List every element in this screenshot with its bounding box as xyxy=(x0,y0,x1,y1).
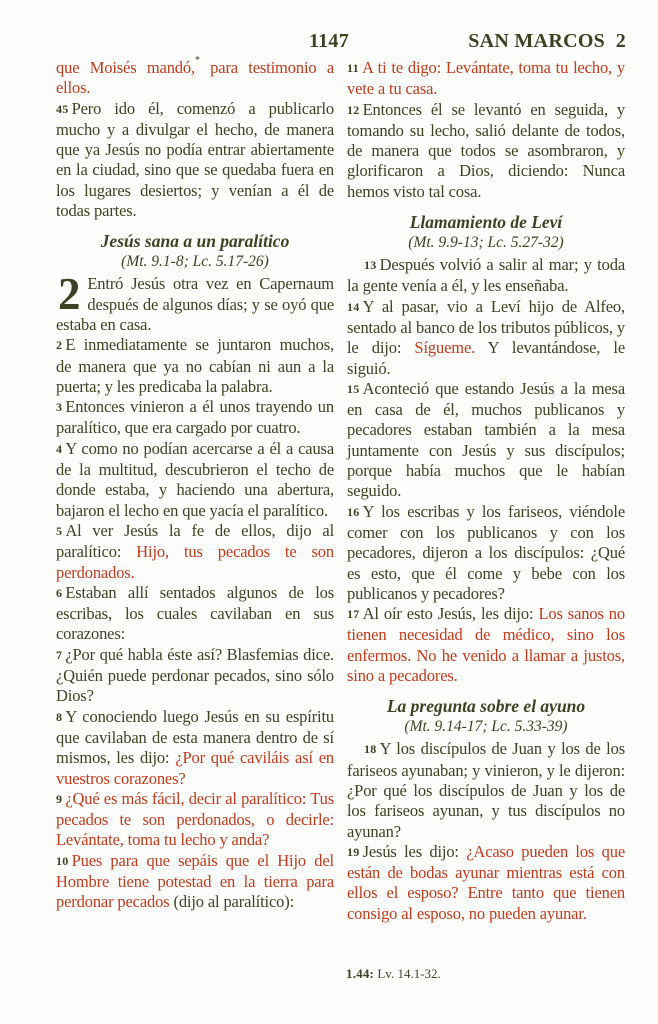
verse-text: Y al pasar, vio a Leví hijo de Alfeo, sentado al banco de los tributos públicos, y le dijo: xyxy=(347,296,625,358)
words-of-jesus: Hijo, tus pecados te son perdonados. xyxy=(56,542,334,582)
words-of-jesus: ¿Qué es más fácil, decir al paralítico: Tus pecados te son perdonados, o decirle: Levántate, toma tu lecho y anda? xyxy=(56,788,334,850)
verse xyxy=(56,397,334,439)
verse-continuation xyxy=(56,54,334,99)
verse-text: Aconteció que estando Jesús a la mesa en casa de él, muchos publicanos y pecadores estaban también a la mesa juntamente con Jesús y sus discípulos; porque había muchos que le habían seguido. xyxy=(347,378,625,501)
verse-number: 45 xyxy=(56,101,69,116)
verse-number: 19 xyxy=(347,844,360,859)
words-of-jesus: para testimonio a ellos. xyxy=(56,58,334,98)
verse xyxy=(347,379,625,502)
footnote-ref: 1.44: xyxy=(346,966,375,981)
verse-number: 14 xyxy=(347,299,360,314)
verse xyxy=(347,58,625,100)
verse-number: 18 xyxy=(364,742,377,757)
section-reference: (Mt. 9.14-17; Lc. 5.33-39) xyxy=(404,718,568,736)
verse xyxy=(347,739,625,841)
verse-number: 8 xyxy=(56,709,63,724)
verse xyxy=(347,842,625,924)
words-of-jesus: Pues para que sepáis que el Hijo del Hombre tiene potestad en la tierra para perdonar pecados xyxy=(56,850,334,912)
words-of-jesus: A ti te digo: Levántate, toma tu lecho, y vete a tu casa. xyxy=(347,58,625,99)
verse-number: 3 xyxy=(56,400,63,415)
verse-number: 17 xyxy=(347,607,360,622)
verse-number: 10 xyxy=(56,853,69,868)
verse-number: 6 xyxy=(56,585,63,600)
verse-text: Jesús les dijo: xyxy=(362,841,467,861)
verse-number: 5 xyxy=(56,523,63,538)
verse-text: Pero ido él, comenzó a publicarlo mucho y a divulgar el hecho, de manera que ya Jesús no podía entrar abiertamente en la ciudad, sino que se quedaba fuera en los lugares desiertos; y venían a él de todas partes. xyxy=(56,98,334,221)
verse-text: Al ver Jesús la fe de ellos, dijo al paralítico: xyxy=(56,520,334,562)
verse xyxy=(56,851,334,913)
verse xyxy=(56,645,334,707)
verse xyxy=(56,335,334,397)
footnote-text: Lv. 14.1-32. xyxy=(374,966,441,981)
verse xyxy=(56,789,334,851)
words-of-jesus: Sígueme. xyxy=(414,338,476,358)
verse xyxy=(56,583,334,645)
verse-text: ¿Por qué habla éste así? Blasfemias dice. ¿Quién puede perdonar pecados, sino sólo Dios? xyxy=(56,644,334,706)
verse-text: Y los escribas y los fariseos, viéndole comer con los publicanos y con los pecadores, dijeron a los discípulos: ¿Qué es esto, que él come y bebe con los publicanos y pecadores? xyxy=(347,501,625,603)
verse-text: Entonces vinieron a él unos trayendo un paralítico, que era cargado por cuatro. xyxy=(56,397,334,438)
verse-number: 12 xyxy=(347,102,360,117)
verse-text: E inmediatamente se juntaron muchos, de manera que ya no cabían ni aun a la puerta; y les predicaba la palabra. xyxy=(56,335,334,396)
page-header xyxy=(0,30,658,54)
verse-text: Y los discípulos de Juan y los de los fariseos ayunaban; y vinieron, y le dijeron: ¿Por qué los discípulos de Juan y los de los fariseos ayunan, y tus discípulos no ayunan? xyxy=(347,739,625,841)
verse-text: Y como no podían acercarse a él a causa de la multitud, descubrieron el techo de donde estaba, y haciendo una abertura, bajaron el lecho en que yacía el paralítico. xyxy=(56,438,334,520)
verse-text: Después volvió a salir al mar; y toda la gente venía a él, y les enseñaba. xyxy=(347,255,625,296)
verse-number: 4 xyxy=(56,441,63,456)
verse-number: 15 xyxy=(347,381,360,396)
right-column xyxy=(347,58,625,924)
verse-text: Estaban allí sentados algunos de los escribas, los cuales cavilaban en sus corazones: xyxy=(56,582,334,644)
verse-number: 11 xyxy=(347,61,359,75)
verse xyxy=(347,255,625,297)
section-heading: Jesús sana a un paralítico xyxy=(100,231,290,252)
verse-number: 9 xyxy=(56,791,63,806)
verse-number: 7 xyxy=(56,647,63,662)
section-heading: Llamamiento de Leví xyxy=(409,212,563,233)
left-column xyxy=(56,54,335,924)
verse-text: Y conociendo luego Jesús en su espíritu que cavilaban de esta manera dentro de sí mismos, les dijo: xyxy=(56,706,334,768)
footnote xyxy=(346,966,441,982)
verse xyxy=(347,604,625,686)
verse-text: (dijo al paralítico): xyxy=(173,892,295,912)
section-reference: (Mt. 9.9-13; Lc. 5.27-32) xyxy=(408,234,564,252)
verse xyxy=(347,297,625,379)
book-chapter-title: SAN MARCOS 2 xyxy=(468,30,626,52)
verse-text: Y levantándose, le siguió. xyxy=(347,338,626,378)
verse xyxy=(56,439,334,521)
verse xyxy=(56,707,334,789)
verse-text: Entró Jesús otra vez en Capernaum después de algunos días; y se oyó que estaba en casa. xyxy=(56,274,334,334)
words-of-jesus: Los sanos no tienen necesidad de médico, sino los enfermos. No he venido a llamar a justos, sino a pecadores. xyxy=(347,604,625,686)
words-of-jesus: ¿Acaso pueden los que están de bodas ayunar mientras está con ellos el esposo? Entre tanto que tienen consigo al esposo, no pueden ayunar. xyxy=(347,841,625,923)
verse-text: Al oír esto Jesús, les dijo: xyxy=(362,604,539,624)
verse xyxy=(56,521,334,583)
words-of-jesus: que Moisés mandó, xyxy=(56,58,195,77)
chapter-opening-verse xyxy=(56,269,334,335)
verse xyxy=(347,100,625,202)
page-number: 1147 xyxy=(308,30,350,52)
text-columns xyxy=(56,54,626,924)
verse-number: 13 xyxy=(364,258,377,273)
verse-number: 16 xyxy=(347,504,360,519)
verse xyxy=(56,99,334,222)
verse xyxy=(347,502,625,604)
verse-number: 2 xyxy=(56,338,63,353)
verse-text: Entonces él se levantó en seguida, y tomando su lecho, salió delante de todos, de manera que todos se asombraron, y glorificaron a Dios, diciendo: Nunca hemos visto tal cosa. xyxy=(347,99,625,201)
footnote-marker: * xyxy=(194,54,200,66)
chapter-number-dropcap: 2 xyxy=(58,269,81,320)
words-of-jesus: ¿Por qué caviláis así en vuestros corazones? xyxy=(56,748,335,788)
section-heading: La pregunta sobre el ayuno xyxy=(386,696,586,717)
section-reference: (Mt. 9.1-8; Lc. 5.17-26) xyxy=(121,253,269,271)
